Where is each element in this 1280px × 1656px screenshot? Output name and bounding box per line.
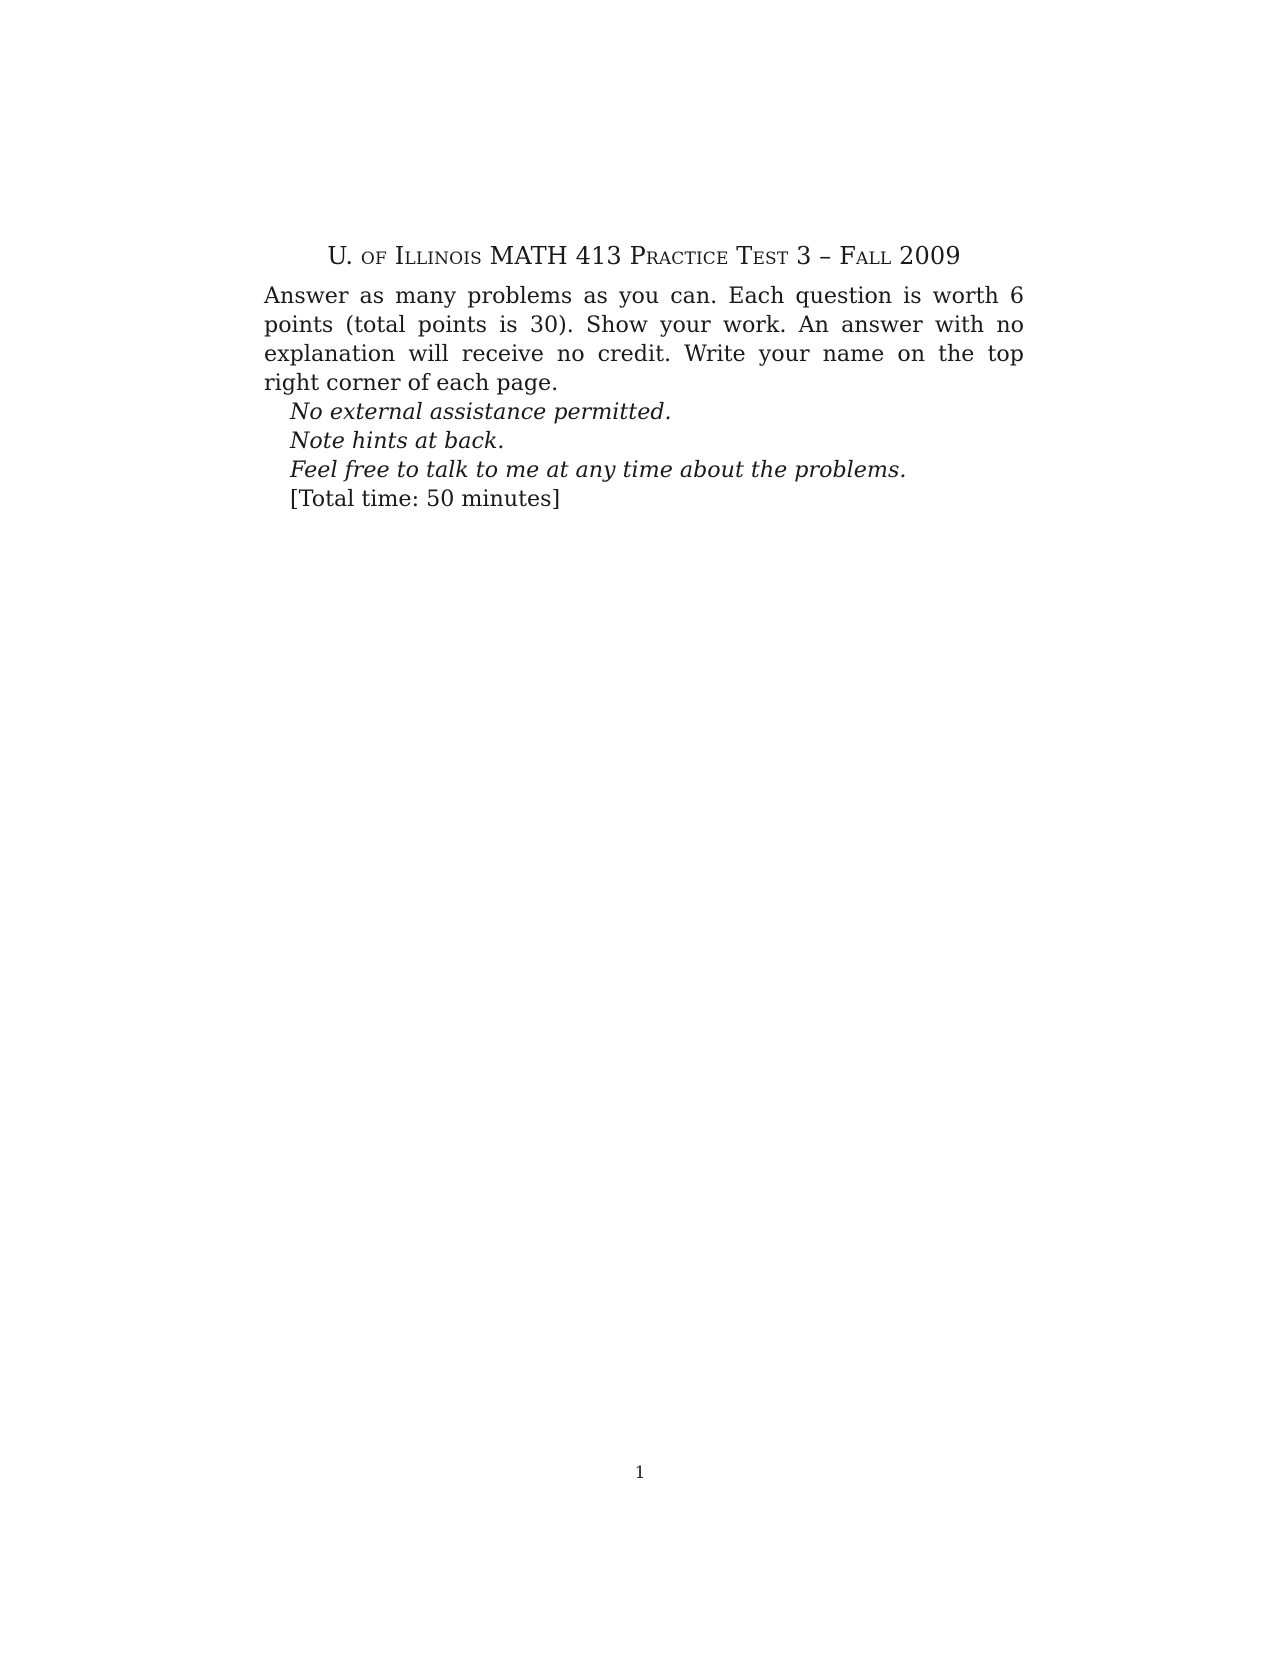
note-no-assistance: No external assistance permitted. [290,399,672,425]
instructions-paragraph: Answer as many problems as you can. Each question is worth 6 points (total points is 30). Show your work. An answer with no explanation will receive no credit. Write your name on the top right corner of each page. [264,283,1024,396]
total-time: [Total time: 50 minutes] [290,486,561,512]
exam-title: U. of Illinois MATH 413 Practice Test 3 – Fall 2009 [327,242,961,270]
page-number: 1 [634,1463,646,1483]
note-hints: Note hints at back. [290,428,505,454]
exam-instructions-block [264,282,1024,514]
note-talk-to-me: Feel free to talk to me at any time about the problems. [290,457,907,483]
